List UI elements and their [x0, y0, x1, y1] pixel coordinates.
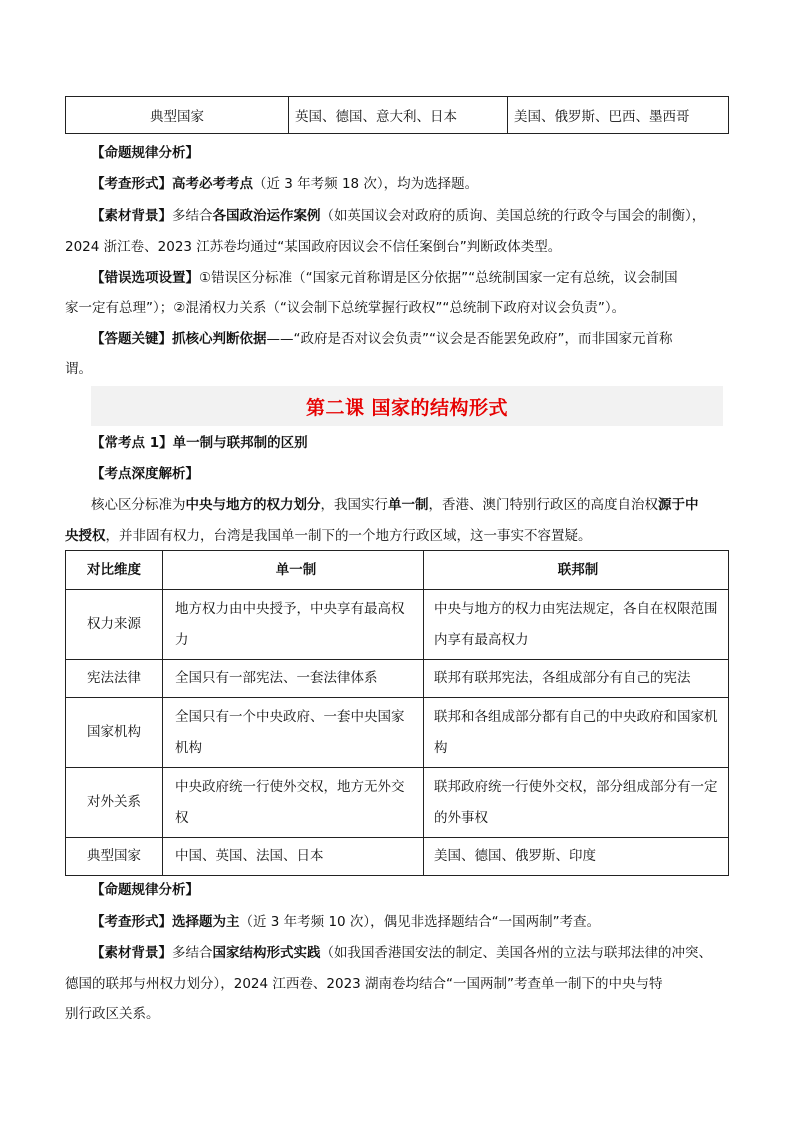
header-cell: 对比维度 — [66, 551, 163, 590]
table-row — [66, 660, 729, 698]
table-row — [66, 97, 729, 134]
text: 多结合 — [172, 945, 213, 961]
cell-line: 地方权力由中央授予，中央享有最高权 — [175, 600, 405, 617]
cell-line: 力 — [175, 631, 189, 648]
dimension-cell: 典型国家 — [66, 838, 163, 876]
table-header-row — [66, 551, 729, 590]
cell-line: 中央与地方的权力由宪法规定，各自在权限范围 — [434, 600, 718, 617]
unitary-cell — [163, 768, 424, 838]
polity-table-tail — [65, 96, 729, 134]
unitary-cell — [163, 838, 424, 876]
dimension-cell: 国家机构 — [66, 698, 163, 768]
point-title — [91, 433, 308, 453]
material-line-1 — [91, 943, 712, 963]
bold-text: 各国政治运作案例 — [212, 208, 321, 224]
exam-form-line — [91, 174, 478, 194]
label: 【考查形式】 — [91, 914, 172, 930]
unitary-cell — [163, 590, 424, 660]
bold-text: 央授权 — [65, 528, 106, 544]
table-row — [66, 698, 729, 768]
bold-text: 源于中 — [658, 497, 699, 513]
error-line-2: 家一定有总理”）；②混淆权力关系（“议会制下总统掌握行政权”“总统制下政府对议会负责”）。 — [65, 300, 626, 316]
cell-line: 构 — [434, 739, 448, 756]
text: 单一制与联邦制的区别 — [172, 435, 308, 451]
cell-line: 全国只有一部宪法、一套法律体系 — [175, 670, 378, 686]
analysis-line-2 — [65, 526, 592, 546]
cell-line: 内享有最高权力 — [434, 631, 529, 648]
unitary-cell — [163, 660, 424, 698]
header-cell: 单一制 — [163, 551, 424, 590]
federal-cell — [424, 838, 729, 876]
bold-text: 抓核心判断依据 — [172, 331, 267, 347]
federal-cell — [424, 698, 729, 768]
bold-text: 高考必考考点 — [172, 176, 253, 192]
text: （如我国香港国安法的制定、美国各州的立法与联邦法律的冲突、 — [320, 945, 712, 961]
table-cell: 英国、德国、意大利、日本 — [289, 97, 508, 134]
text: ，我国实行 — [320, 497, 388, 513]
section-header: 【命题规律分析】 — [91, 882, 199, 898]
material-line-1 — [91, 206, 705, 226]
table-row — [66, 838, 729, 876]
table-cell: 典型国家 — [66, 97, 289, 134]
bold-text: 选择题为主 — [172, 914, 240, 930]
section-header: 【命题规律分析】 — [91, 145, 199, 161]
cell-line: 美国、德国、俄罗斯、印度 — [434, 848, 596, 864]
key-line-2: 谓。 — [65, 361, 92, 377]
deep-analysis-label: 【考点深度解析】 — [91, 466, 199, 482]
text: 核心区分标准为 — [91, 497, 186, 513]
cell-line: 的外事权 — [434, 809, 488, 826]
text: ①错误区分标准（“国家元首称谓是区分依据”“总统制国家一定有总统，议会制国 — [199, 270, 678, 286]
bold-text: 中央与地方的权力划分 — [185, 497, 321, 513]
table-cell: 美国、俄罗斯、巴西、墨西哥 — [508, 97, 729, 134]
table-row — [66, 590, 729, 660]
cell-line: 全国只有一个中央政府、一套中央国家 — [175, 708, 405, 725]
label: 【考查形式】 — [91, 176, 172, 192]
comparison-table — [65, 550, 729, 876]
text: ，并非固有权力，台湾是我国单一制下的一个地方行政区域，这一事实不容置疑。 — [105, 528, 592, 544]
exam-form-line — [91, 912, 600, 932]
federal-cell — [424, 590, 729, 660]
cell-line: 联邦政府统一行使外交权，部分组成部分有一定 — [434, 778, 718, 795]
error-line-1 — [91, 268, 678, 288]
dimension-cell: 宪法法律 — [66, 660, 163, 698]
bold-text: 单一制 — [388, 497, 429, 513]
unitary-cell — [163, 698, 424, 768]
text: （近 3 年考频 18 次），均为选择题。 — [253, 176, 479, 192]
cell-line: 联邦和各组成部分都有自己的中央政府和国家机 — [434, 708, 718, 725]
table-row — [66, 768, 729, 838]
federal-cell — [424, 768, 729, 838]
label: 【素材背景】 — [91, 208, 172, 224]
label: 【常考点 1】 — [91, 435, 173, 451]
cell-line: 联邦有联邦宪法，各组成部分有自己的宪法 — [434, 670, 691, 686]
label: 【素材背景】 — [91, 945, 172, 961]
material-line-3: 别行政区关系。 — [65, 1006, 160, 1022]
lesson-banner — [91, 386, 723, 426]
material-line-2: 德国的联邦与州权力划分），2024 江西卷、2023 湖南卷均结合“一国两制”考查单一制下的中央与特 — [65, 976, 663, 992]
material-line-2: 2024 浙江卷、2023 江苏卷均通过“某国政府因议会不信任案倒台”判断政体类型。 — [65, 239, 562, 255]
lesson-title: 第二课 国家的结构形式 — [305, 396, 509, 419]
label: 【错误选项设置】 — [91, 270, 199, 286]
text: （近 3 年考频 10 次），偶见非选择题结合“一国两制”考查。 — [239, 914, 601, 930]
text: ——“政府是否对议会负责”“议会是否能罢免政府”，而非国家元首称 — [266, 331, 673, 347]
cell-line: 机构 — [175, 739, 202, 756]
cell-line: 中央政府统一行使外交权，地方无外交 — [175, 778, 405, 795]
text: ，香港、澳门特别行政区的高度自治权 — [428, 497, 658, 513]
cell-line: 权 — [175, 809, 189, 826]
text: （如英国议会对政府的质询、美国总统的行政令与国会的制衡）， — [320, 208, 706, 224]
cell-line: 中国、英国、法国、日本 — [175, 848, 324, 864]
header-cell: 联邦制 — [424, 551, 729, 590]
key-line-1 — [91, 329, 672, 349]
federal-cell — [424, 660, 729, 698]
bold-text: 国家结构形式实践 — [212, 945, 321, 961]
dimension-cell: 对外关系 — [66, 768, 163, 838]
dimension-cell: 权力来源 — [66, 590, 163, 660]
text: 多结合 — [172, 208, 213, 224]
label: 【答题关键】 — [91, 331, 172, 347]
analysis-line-1 — [91, 495, 699, 515]
